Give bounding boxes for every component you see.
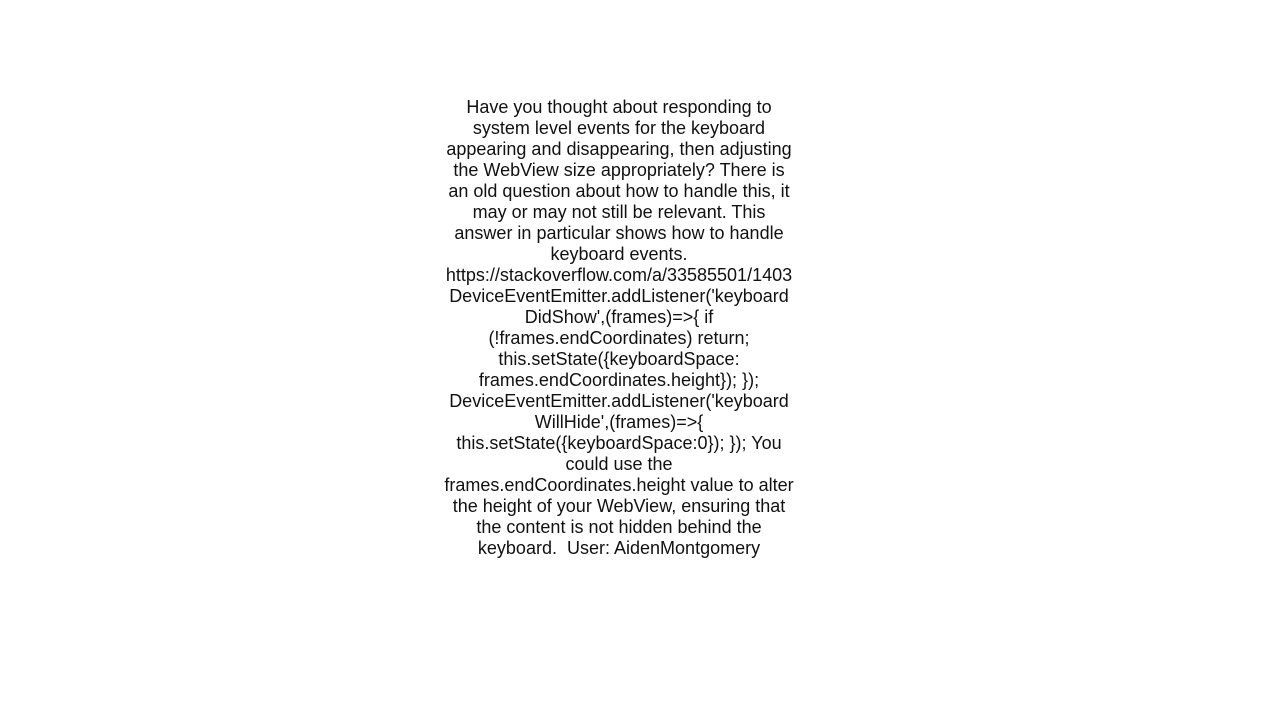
user-label: User: — [566, 538, 610, 558]
user-name: AidenMontgomery — [614, 538, 761, 558]
answer-body: Have you thought about responding to system level events for the keyboard appearing and disappearing, then adjusting the WebView size appropriately? There is an old question about how to handle this, it may or may not still be relevant. This answer in particular shows how to handle keyboard events. https://stackoverflow.com/a/33585501/1403 DeviceEventEmitter.addListener('keyboardDidShow',(frames)=>{ if (!frames.endCoordinates) return; this.setState({keyboardSpace: frames.endCoordinates.height}); }); DeviceEventEmitter.addListener('keyboardWillHide',(frames)=>{ this.setState({keyboardSpace:0}); }); You could use the frames.endCoordinates.height value to alter the height of your WebView, ensuring that the content is not hidden behind the keyboard. — [444, 97, 794, 558]
answer-text-block — [444, 97, 794, 559]
